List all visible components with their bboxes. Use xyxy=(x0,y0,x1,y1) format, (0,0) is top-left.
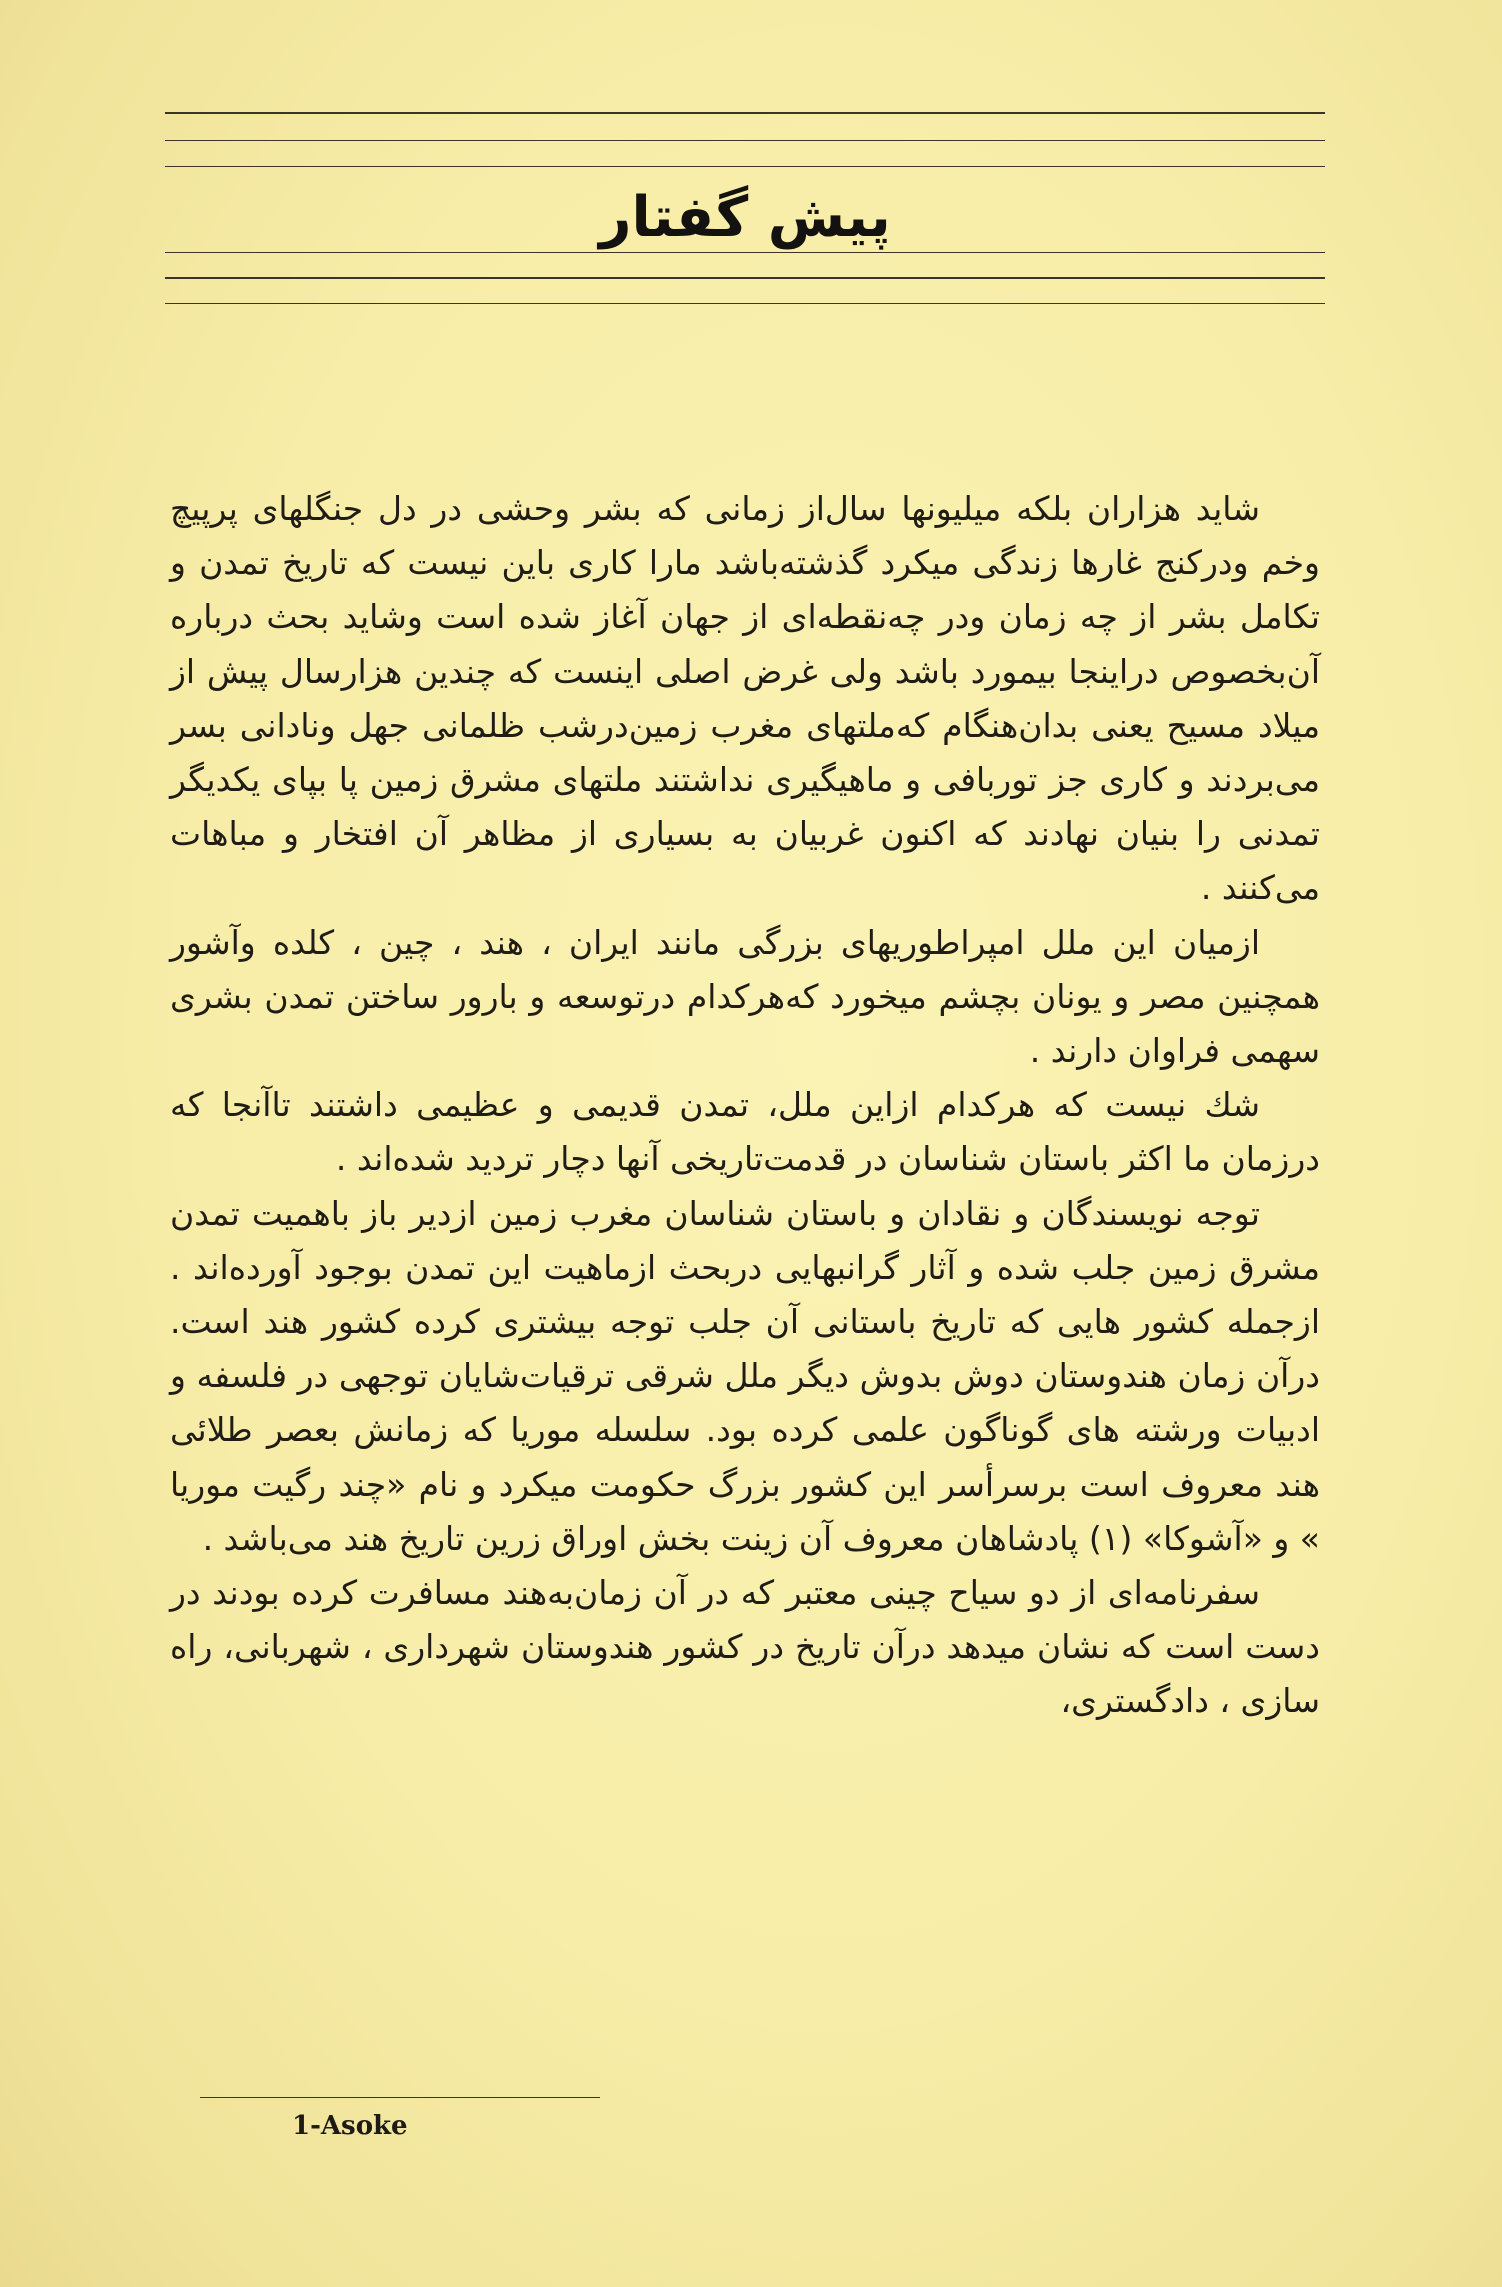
header-rule xyxy=(165,140,1325,141)
header-rule xyxy=(165,252,1325,253)
paragraph: ازمیان این ملل امپراطوریهای بزرگی مانند ایران ، هند ، چین ، کلده وآشور همچنین مصر و یونان بچشم میخورد که‌هرکدام درتوسعه و بارور ساختن تمدن بشری سهمی فراوان دارند . xyxy=(170,922,1320,1071)
body-text xyxy=(170,482,1320,1729)
header-rule xyxy=(165,303,1325,304)
header-rule xyxy=(165,277,1325,279)
paragraph: شك نیست که هرکدام ازاین ملل، تمدن قدیمی و عظیمی داشتند تاآنجا که درزمان ما اکثر باستان شناسان در قدمت‌تاریخی آنها دچار تردید شده‌اند . xyxy=(170,1085,1320,1179)
footnote-rule xyxy=(200,2097,600,2098)
header-rule xyxy=(165,112,1325,114)
header-rule xyxy=(165,166,1325,167)
page-title: پیش گفتار xyxy=(599,185,891,250)
paragraph: توجه نویسندگان و نقادان و باستان شناسان مغرب زمین ازدیر باز باهمیت تمدن مشرق زمین جلب شده و آثار گرانبهایی دربحث ازماهیت این تمدن بوجود آورده‌اند . ازجمله کشور هایی که تاریخ باستانی آن جلب توجه بیشتری کرده کشور هند است. درآن زمان هندوستان دوش بدوش دیگر ملل شرقی ترقیات‌شایان توجهی در فلسفه و ادبیات ورشته های گوناگون علمی کرده بود. سلسله موریا که زمانش بعصر طلائی هند معروف است برسرأسر این کشور بزرگ حکومت میکرد و نام «چند رگیت موریا » و «آشوکا» (۱) پادشاهان معروف آن زینت بخش اوراق زرین تاریخ هند می‌باشد . xyxy=(170,1193,1320,1558)
paragraph: شاید هزاران بلکه میلیونها سال‌از زمانی که بشر وحشی در دل جنگلهای پرپیچ وخم ودرکنج غارها زندگی میکرد گذشته‌باشد مارا کاری باین نیست که تاریخ تمدن و تکامل بشر از چه زمان ودر چه‌نقطه‌ای از جهان آغاز شده است وشاید بحث درباره آن‌بخصوص دراینجا بیمورد باشد ولی غرض اصلی اینست که چندین هزارسال پیش از میلاد مسیح یعنی بدان‌هنگام که‌ملتهای مغرب زمین‌درشب ظلمانی جهل ونادانی بسر می‌بردند و کاری جز توربافی و ماهیگیری نداشتند ملتهای مشرق زمین پا بپای یکدیگر تمدنی را بنیان نهادند که اکنون غربیان به بسیاری از مظاهر آن افتخار و مباهات می‌کنند . xyxy=(170,489,1320,908)
paragraph: سفرنامه‌ای از دو سیاح چینی معتبر که در آن زمان‌به‌هند مسافرت کرده بودند در دست است که نشان میدهد درآن تاریخ در کشور هندوستان شهرداری ، شهربانی، راه سازی ، دادگستری، xyxy=(170,1573,1320,1721)
footnote: 1-Asoke xyxy=(292,2111,408,2141)
